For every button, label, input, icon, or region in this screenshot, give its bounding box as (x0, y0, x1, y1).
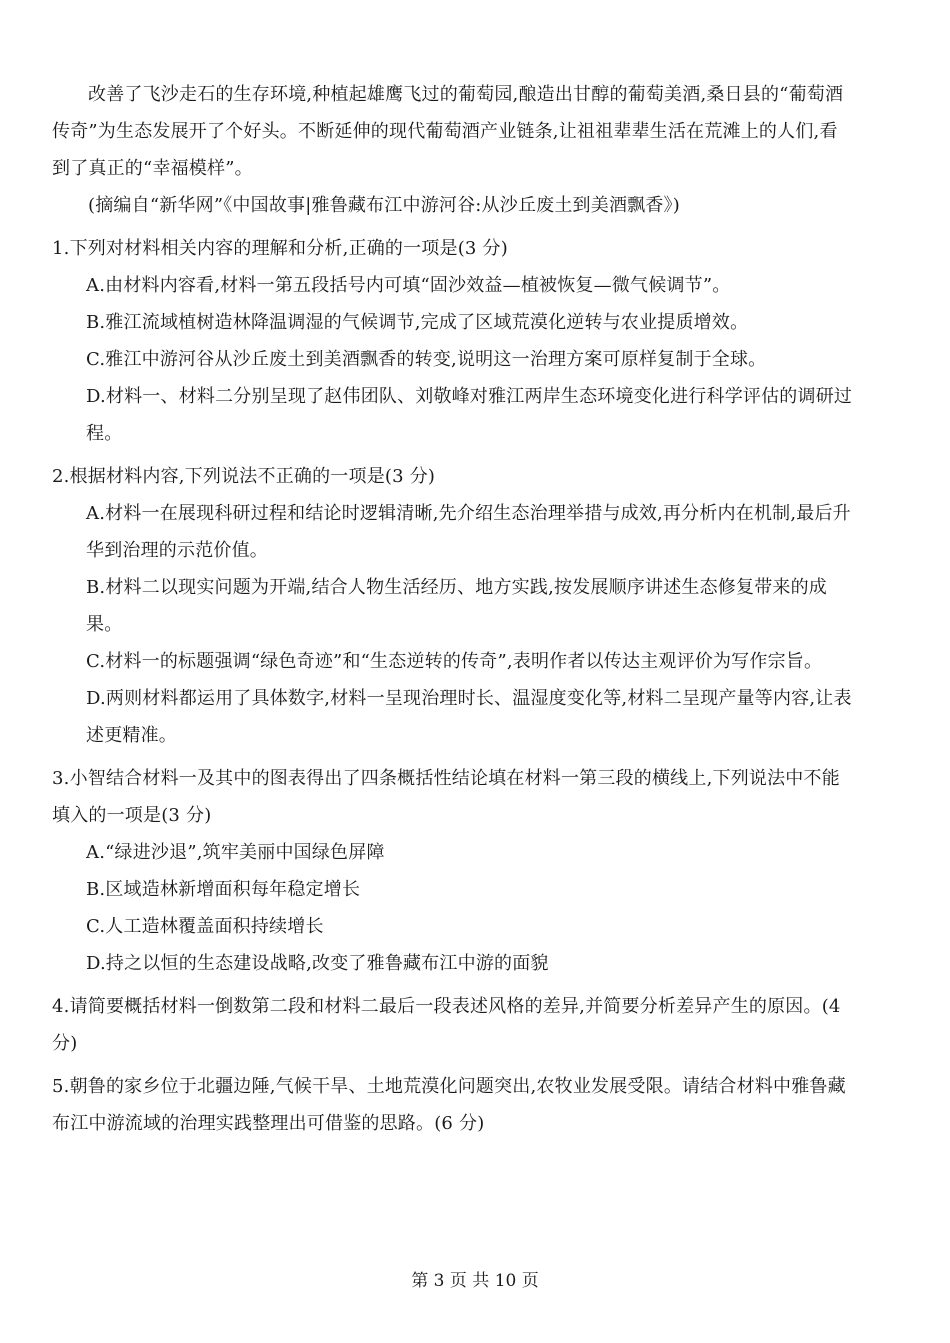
answer-option (52, 680, 898, 754)
answer-option (52, 304, 898, 341)
question-2 (52, 458, 898, 754)
answer-option (52, 871, 898, 908)
answer-option (52, 834, 898, 871)
question-list (52, 230, 898, 1142)
question-3 (52, 760, 898, 982)
option-line: 华到治理的示范价值。 (86, 540, 268, 561)
answer-option (52, 495, 898, 569)
option-line: A.由材料内容看,材料一第五段括号内可填“固沙效益—植被恢复—微气候调节”。 (86, 275, 731, 296)
passage-line: 传奇”为生态发展开了个好头。不断延伸的现代葡萄酒产业链条,让祖祖辈辈生活在荒滩上的人们,看 (52, 121, 838, 142)
question-stem: 3.小智结合材料一及其中的图表得出了四条概括性结论填在材料一第三段的横线上,下列说法中不能 (52, 768, 840, 789)
option-line: B.区域造林新增面积每年稳定增长 (86, 879, 361, 900)
question-stem: 填入的一项是(3 分) (52, 805, 212, 826)
question-stem: 1.下列对材料相关内容的理解和分析,正确的一项是(3 分) (52, 238, 508, 259)
answer-option (52, 569, 898, 643)
option-line: D.两则材料都运用了具体数字,材料一呈现治理时长、温湿度变化等,材料二呈现产量等内容,让表 (86, 688, 852, 709)
option-line: A.“绿进沙退”,筑牢美丽中国绿色屏障 (86, 842, 385, 863)
question-stem: 分) (52, 1033, 78, 1054)
option-line: D.持之以恒的生态建设战略,改变了雅鲁藏布江中游的面貌 (86, 953, 549, 974)
answer-option (52, 908, 898, 945)
answer-option (52, 378, 898, 452)
option-line: C.人工造林覆盖面积持续增长 (86, 916, 324, 937)
question-stem: 5.朝鲁的家乡位于北疆边陲,气候干旱、土地荒漠化问题突出,农牧业发展受限。请结合材料中雅鲁藏 (52, 1076, 846, 1097)
page-number: 第 3 页 共 10 页 (411, 1271, 539, 1291)
passage-line: 到了真正的“幸福模样”。 (52, 158, 253, 179)
option-line: B.雅江流域植树造林降温调湿的气候调节,完成了区域荒漠化逆转与农业提质增效。 (86, 312, 749, 333)
passage-source: (摘编自“新华网”《中国故事|雅鲁藏布江中游河谷:从沙丘废土到美酒飘香》) (88, 195, 680, 216)
question-stem: 布江中游流域的治理实践整理出可借鉴的思路。(6 分) (52, 1113, 485, 1134)
option-line: A.材料一在展现科研过程和结论时逻辑清晰,先介绍生态治理举措与成效,再分析内在机制,最后升 (86, 503, 851, 524)
option-line: C.材料一的标题强调“绿色奇迹”和“生态逆转的传奇”,表明作者以传达主观评价为写作宗旨。 (86, 651, 823, 672)
question-1 (52, 230, 898, 452)
option-line: 果。 (86, 614, 123, 635)
option-line: C.雅江中游河谷从沙丘废土到美酒飘香的转变,说明这一治理方案可原样复制于全球。 (86, 349, 767, 370)
passage-line: 改善了飞沙走石的生存环境,种植起雄鹰飞过的葡萄园,酿造出甘醇的葡萄美酒,桑日县的“葡萄酒 (88, 84, 844, 105)
question-5 (52, 1068, 898, 1142)
question-stem: 4.请简要概括材料一倒数第二段和材料二最后一段表述风格的差异,并简要分析差异产生的原因。(4 (52, 996, 841, 1017)
option-line: 述更精准。 (86, 725, 177, 746)
answer-option (52, 945, 898, 982)
answer-option (52, 643, 898, 680)
option-line: D.材料一、材料二分别呈现了赵伟团队、刘敬峰对雅江两岸生态环境变化进行科学评估的调研过 (86, 386, 853, 407)
question-4 (52, 988, 898, 1062)
answer-option (52, 267, 898, 304)
option-line: 程。 (86, 423, 123, 444)
option-line: B.材料二以现实问题为开端,结合人物生活经历、地方实践,按发展顺序讲述生态修复带来的成 (86, 577, 827, 598)
question-stem: 2.根据材料内容,下列说法不正确的一项是(3 分) (52, 466, 436, 487)
answer-option (52, 341, 898, 378)
passage-continuation (52, 76, 898, 224)
